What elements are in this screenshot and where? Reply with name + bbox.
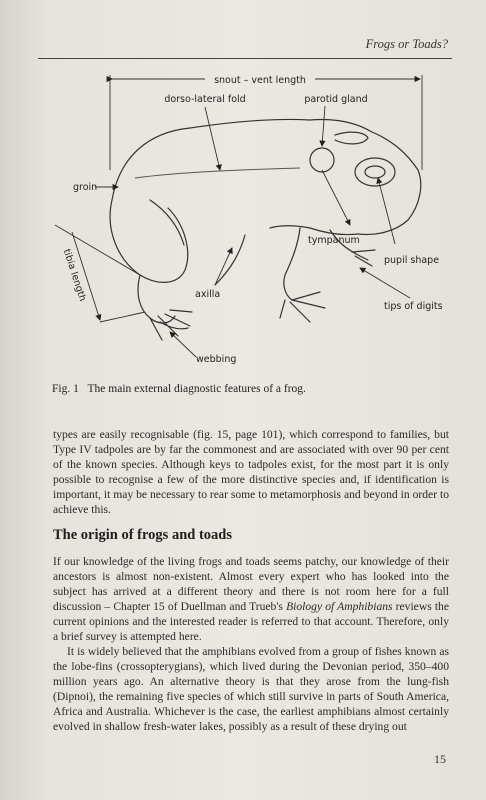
section-heading: The origin of frogs and toads xyxy=(53,527,232,543)
label-parotid: parotid gland xyxy=(304,94,368,105)
label-axilla: axilla xyxy=(195,289,221,300)
label-digits: tips of digits xyxy=(384,301,443,312)
paragraph-2-text-a: If our knowledge of the living frogs and toads seems patchy, our knowledge of their ancestors is almost non-existent. Almost every expert who has looked into the subject has arrived at a different theory and there is not room here for a full discussion – Chapter 15 of Duellman and Trueb's xyxy=(53,555,449,613)
book-title: Biology of Amphibians xyxy=(286,600,393,613)
paragraph-3 xyxy=(53,644,449,734)
snout-vent-dimension xyxy=(110,75,422,170)
label-tibia: tibia length xyxy=(60,247,88,303)
page-number: 15 xyxy=(434,752,446,766)
running-head: Frogs or Toads? xyxy=(365,37,448,51)
frog-outline xyxy=(110,119,421,340)
label-webbing: webbing xyxy=(196,354,237,365)
label-dorso-lateral: dorso-lateral fold xyxy=(164,94,246,105)
label-groin: groin xyxy=(73,182,98,193)
paragraph-2-text-b: reviews the current opinions and the interested reader is referred to that account. Therefore, only a brief survey is attempted here. xyxy=(53,600,449,643)
paragraph-1 xyxy=(53,427,449,517)
header-rule xyxy=(38,58,452,59)
caption-number: Fig. 1 xyxy=(52,383,79,395)
label-tympanum: tympanum xyxy=(308,235,360,246)
paragraph-2 xyxy=(53,554,449,644)
paragraph-1-text: types are easily recognisable (fig. 15, page 101), which correspond to families, but Type IV tadpoles are by far the commonest and are associated with over 90 per cent of the known species. Although keys to tadpoles exist, for the most part it is only possible to recognise a few of the more distinctive species and, if identification is important, it may be necessary to rear some to metamorphosis and beyond in order to achieve this. xyxy=(53,428,449,516)
frog-diagram xyxy=(0,60,486,378)
caption-text: The main external diagnostic features of a frog. xyxy=(87,383,306,395)
leader-lines xyxy=(95,106,410,357)
dorso-lateral-fold xyxy=(135,168,300,178)
figure-caption xyxy=(52,383,452,395)
label-snout-vent: snout – vent length xyxy=(214,75,306,86)
label-pupil: pupil shape xyxy=(384,255,440,266)
paragraph-3-text: It is widely believed that the amphibians evolved from a group of fishes known as the lobe-fins (crossopterygians), which lived during the Devonian period, 350–400 million years ago. An alternative theory is that they arose from the lung-fish (Dipnoi), the remaining five species of which still survive in parts of South America, Africa and Australia. Whichever is the case, the earliest amphibians almost certainly evolved in shallow fresh-water lakes, possibly as a result of these drying out xyxy=(53,645,449,733)
